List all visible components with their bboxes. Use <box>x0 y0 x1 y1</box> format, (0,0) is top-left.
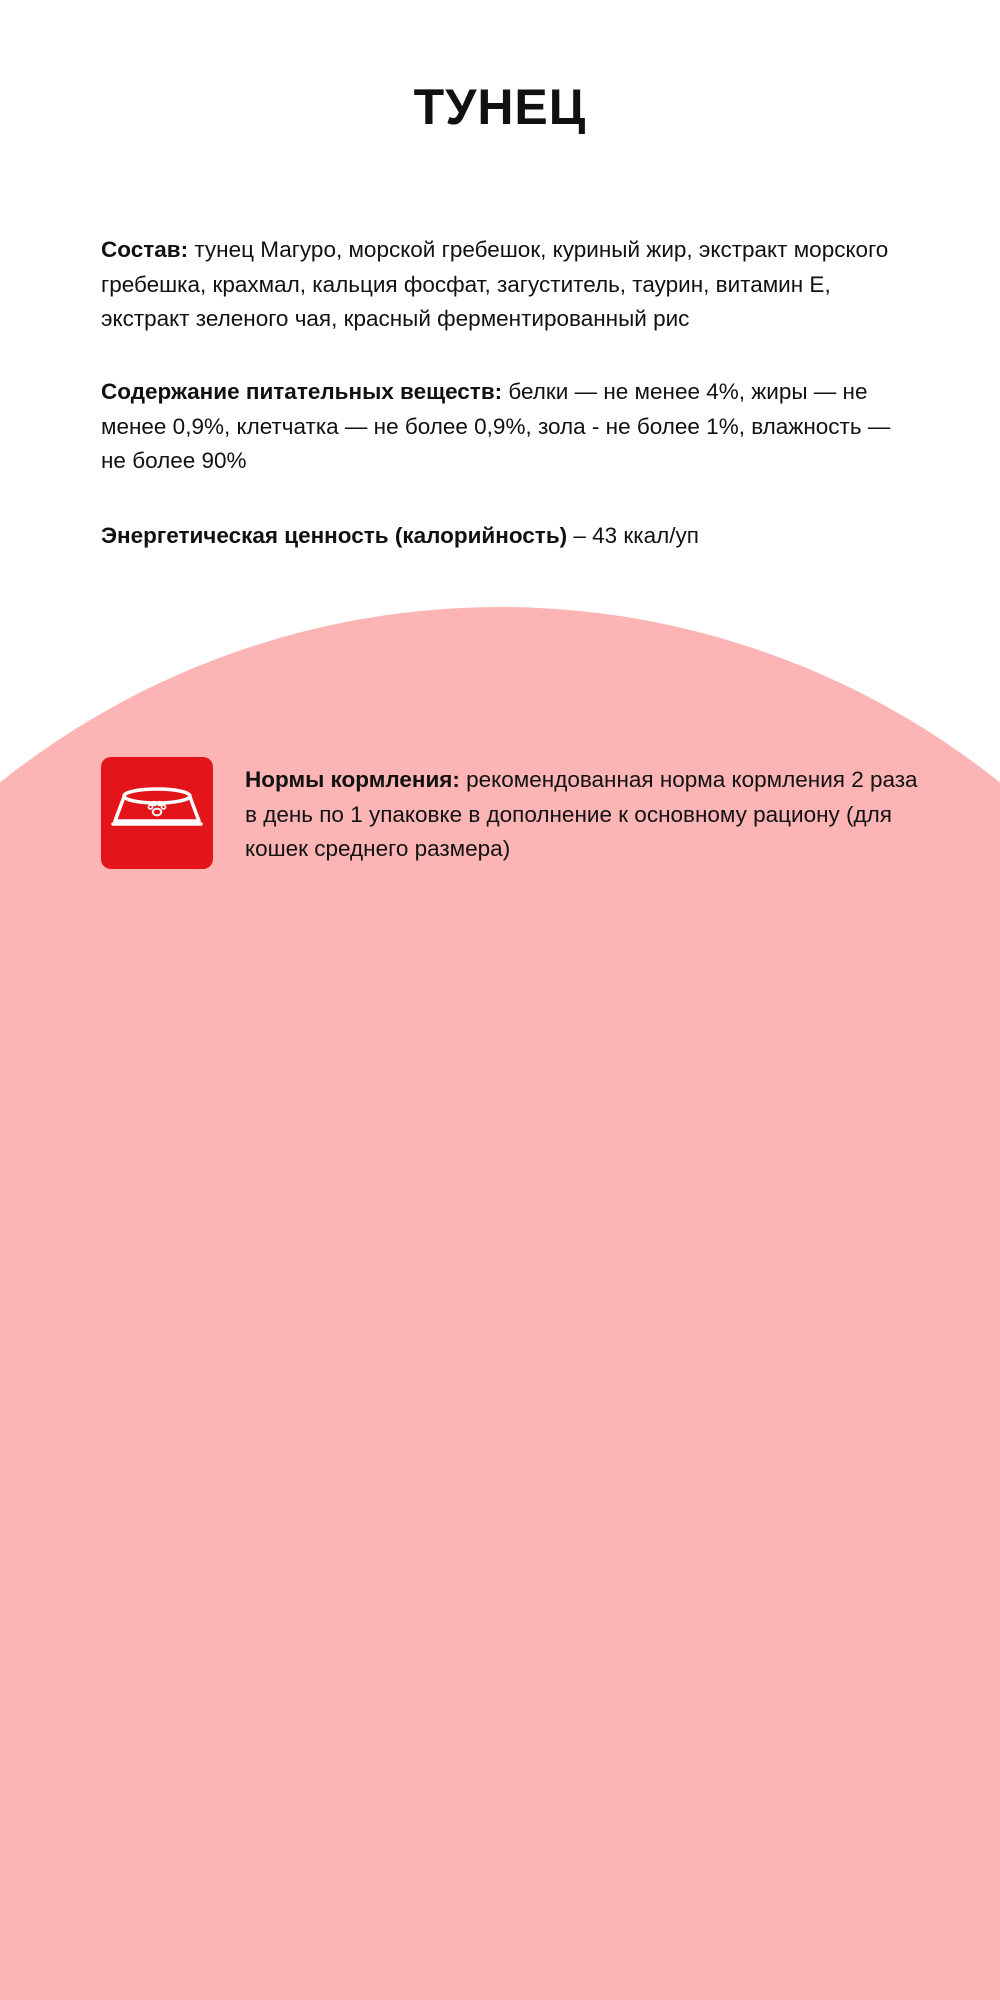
pet-bowl-icon <box>109 783 205 843</box>
nutrients-text: белки — не менее 4%, жиры — не менее 0,9%, клетчатка — не более 0,9%, зола - не более 1%, влажность — не более 90% <box>101 379 891 473</box>
page-title: ТУНЕЦ <box>413 79 587 135</box>
energy-text: – 43 ккал/уп <box>567 523 699 548</box>
nutrients-paragraph <box>101 375 901 479</box>
feeding-text: рекомендованная норма кормления 2 раза в день по 1 упаковке в дополнение к основному рациону (для кошек среднего размера) <box>245 767 918 861</box>
energy-paragraph <box>101 519 901 554</box>
nutrients-label: Содержание питательных веществ: <box>101 379 503 404</box>
feeding-icon-box <box>101 757 213 869</box>
energy-label: Энергетическая ценность (калорийность) <box>101 523 568 548</box>
feeding-label: Нормы кормления: <box>245 767 460 792</box>
composition-label: Состав: <box>101 237 189 262</box>
feeding-paragraph <box>245 763 925 867</box>
composition-text: тунец Магуро, морской гребешок, куриный жир, экстракт морского гребешка, крахмал, кальция фосфат, загуститель, таурин, витамин Е, экстракт зеленого чая, красный ферментированный рис <box>101 237 889 331</box>
composition-paragraph <box>101 233 901 337</box>
